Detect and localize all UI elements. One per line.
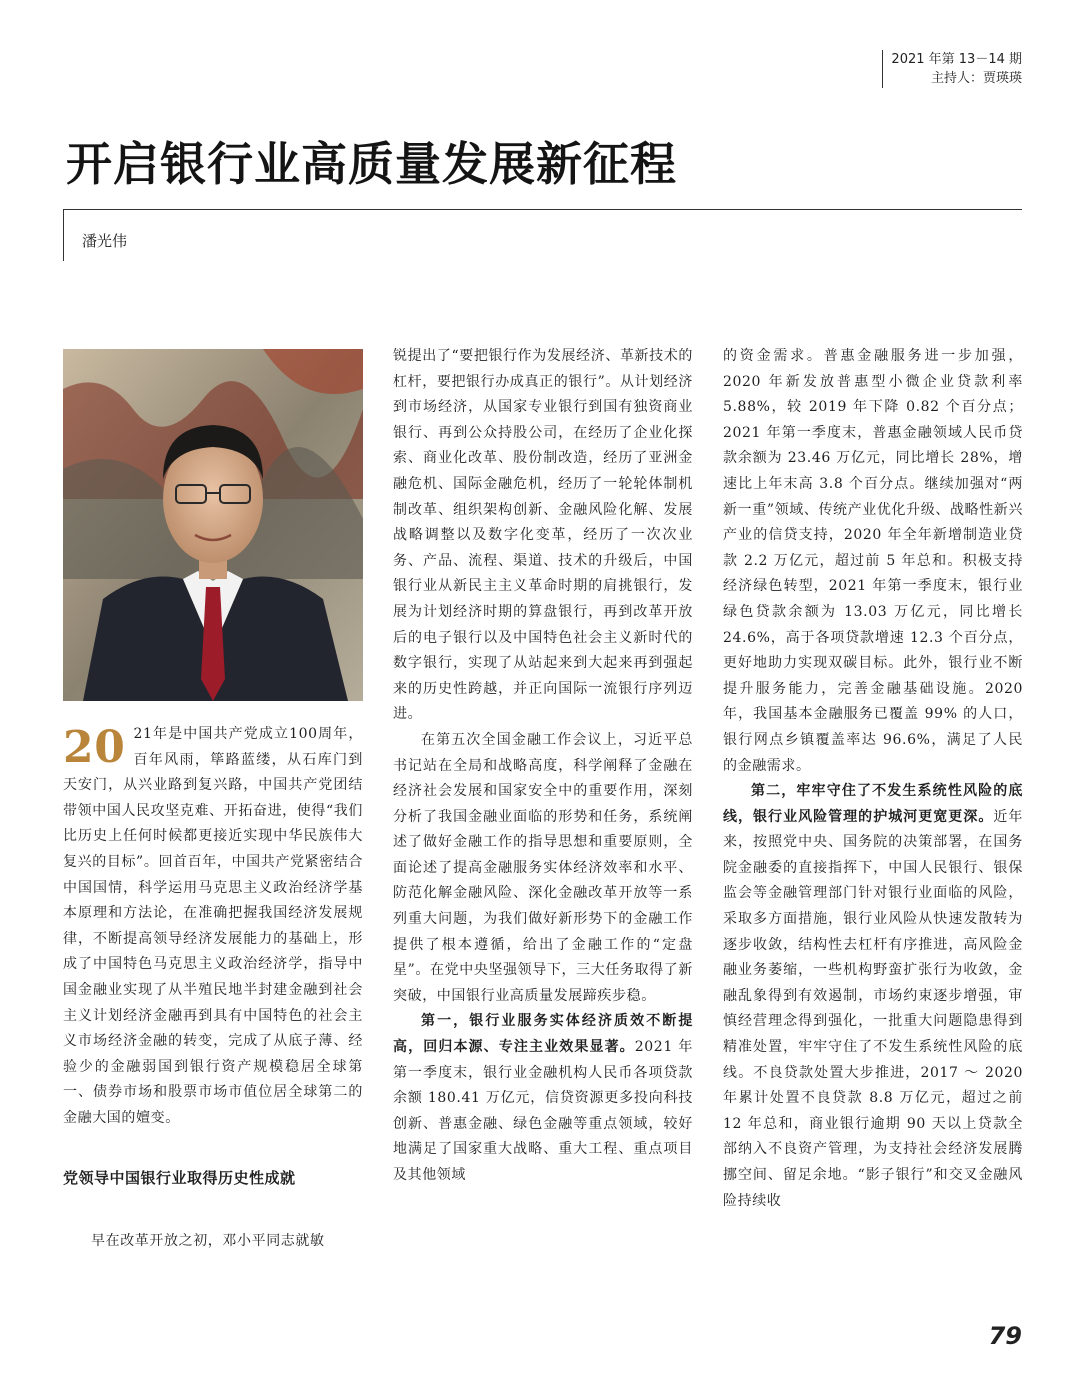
paragraph-3-cont: 的资金需求。普惠金融服务进一步加强，2020 年新发放普惠型小微企业贷款利率 5.88%，较 2019 年下降 0.82 个百分点；2021 年第一季度末，普惠金融领域人民币贷款余额为 23.46 万亿元，同比增长 28%，增速比上年末高 3.8 个百分点。继续加强对“两新一重”领域、传统产业优化升级、战略性新兴产业的信贷支持，2020 年全年新增制造业贷款 2.2 万亿元，超过前 5 年总和。积极支持经济绿色转型，2021 年第一季度末，银行业绿色贷款余额为 13.03 万亿元，同比增长 24.6%，高于各项贷款增速 12.3 个百分点，更好地助力实现双碳目标。此外，银行业不断提升服务能力，完善金融基础设施。2020 年，我国基本金融服务已覆盖 99% 的人口，银行网点乡镇覆盖率达 96.6%，满足了人民的金融需求。 bbox=[723, 348, 1023, 774]
paragraph-4-lead: 第二，牢牢守住了不发生系统性风险的底线，银行业风险管理的护城河更宽更深。 bbox=[723, 783, 1023, 825]
paragraph-1-cont: 锐提出了“要把银行作为发展经济、革新技术的杠杆，要把银行办成真正的银行”。从计划经济到市场经济，从国家专业银行到国有独资商业银行、再到公众持股公司，在经历了企业化探索、商业化改革、股份制改造，经历了亚洲金融危机、国际金融危机，经历了一轮轮体制机制改革、组织架构创新、金融风险化解、发展战略调整以及数字化变革，经历了一次次业务、产品、流程、渠道、技术的升级后，中国银行业从新民主主义革命时期的肩挑银行，发展为计划经济时期的算盘银行，再到改革开放后的电子银行以及中国特色社会主义新时代的数字银行，实现了从站起来到大起来再到强起来的历史性跨越，并正向国际一流银行序列迈进。 bbox=[393, 348, 693, 723]
column-1 bbox=[63, 722, 363, 1255]
host-name: 主持人：贾瑛瑛 bbox=[930, 71, 1022, 86]
column-2 bbox=[393, 344, 693, 1189]
section-heading: 党领导中国银行业取得历史性成就 bbox=[63, 1168, 296, 1187]
paragraph-2: 在第五次全国金融工作会议上，习近平总书记站在全局和战略高度，科学阐释了金融在经济社会发展和国家安全中的重要作用，深刻分析了我国金融业面临的形势和任务，系统阐述了做好金融工作的指导思想和重要原则，全面论述了提高金融服务实体经济效率和水平、防范化解金融风险、深化金融改革开放等一系列重大问题，为我们做好新形势下的金融工作提供了根本遵循，给出了金融工作的“定盘星”。在党中央坚强领导下，三大任务取得了新突破，中国银行业高质量发展蹄疾步稳。 bbox=[393, 731, 693, 1004]
dropcap: 20 bbox=[63, 722, 126, 773]
paragraph-4 bbox=[723, 779, 1023, 1214]
portrait-image bbox=[63, 349, 363, 701]
intro-text: 21年是中国共产党成立100周年，百年风雨，筚路蓝缕，从石库门到天安门，从兴业路到复兴路，中国共产党团结带领中国人民攻坚克难、开拓奋进，使得“我们比历史上任何时候都更接近实现中华民族伟大复兴的目标”。回首百年，中国共产党紧密结合中国国情，科学运用马克思主义政治经济学基本原理和方法论，在准确把握我国经济发展规律，不断提高领导经济发展能力的基础上，形成了中国特色马克思主义政治经济学，指导中国金融业实现了从半殖民地半封建金融到社会主义计划经济金融再到具有中国特色的社会主义市场经济金融的转变，完成了从底子薄、经验少的金融弱国到银行资产规模稳居全球第一、债券市场和股票市场市值位居全球第二的金融大国的嬗变。 bbox=[63, 726, 363, 1126]
intro-paragraph bbox=[63, 722, 363, 1132]
paragraph-4-body: 近年来，按照党中央、国务院的决策部署，在国务院金融委的直接指挥下，中国人民银行、银保监会等金融管理部门针对银行业面临的风险，采取多方面措施，银行业风险从快速发散转为逐步收敛，结构性去杠杆有序推进，高风险金融业务萎缩，一些机构野蛮扩张行为收敛，金融乱象得到有效遏制，市场约束逐步增强，审慎经营理念得到强化，一批重大问题隐患得到精准处置，牢牢守住了不发生系统性风险的底线。不良贷款处置大步推进，2017 ～ 2020 年累计处置不良贷款 8.8 万亿元，超过之前 12 年总和，商业银行逾期 90 天以上贷款全部纳入不良资产管理，为支持社会经济发展腾挪空间、留足余地。“影子银行”和交叉金融风险持续收 bbox=[723, 808, 1023, 1209]
title-divider bbox=[63, 209, 1022, 210]
author-portrait bbox=[63, 349, 363, 701]
paragraph-3-body: 2021 年第一季度末，银行业金融机构人民币各项贷款余额 180.41 万亿元，信贷资源更多投向科技创新、普惠金融、绿色金融等重点领域，较好地满足了国家重大战略、重大工程、重点项目及其他领域 bbox=[393, 1039, 693, 1183]
paragraph-3 bbox=[393, 1009, 693, 1188]
column-3 bbox=[723, 344, 1023, 1214]
issue-number: 2021 年第 13－14 期 bbox=[891, 52, 1022, 67]
paragraph-1-start: 早在改革开放之初，邓小平同志就敏 bbox=[91, 1233, 325, 1250]
author-name: 潘光伟 bbox=[82, 232, 128, 250]
paragraph-3-lead: 第一，银行业服务实体经济质效不断提高，回归本源、专注主业效果显著。 bbox=[393, 1013, 693, 1056]
issue-info bbox=[882, 50, 1022, 88]
author-divider bbox=[63, 209, 64, 261]
article-title: 开启银行业高质量发展新征程 bbox=[66, 137, 677, 191]
page-number: 79 bbox=[988, 1322, 1022, 1350]
